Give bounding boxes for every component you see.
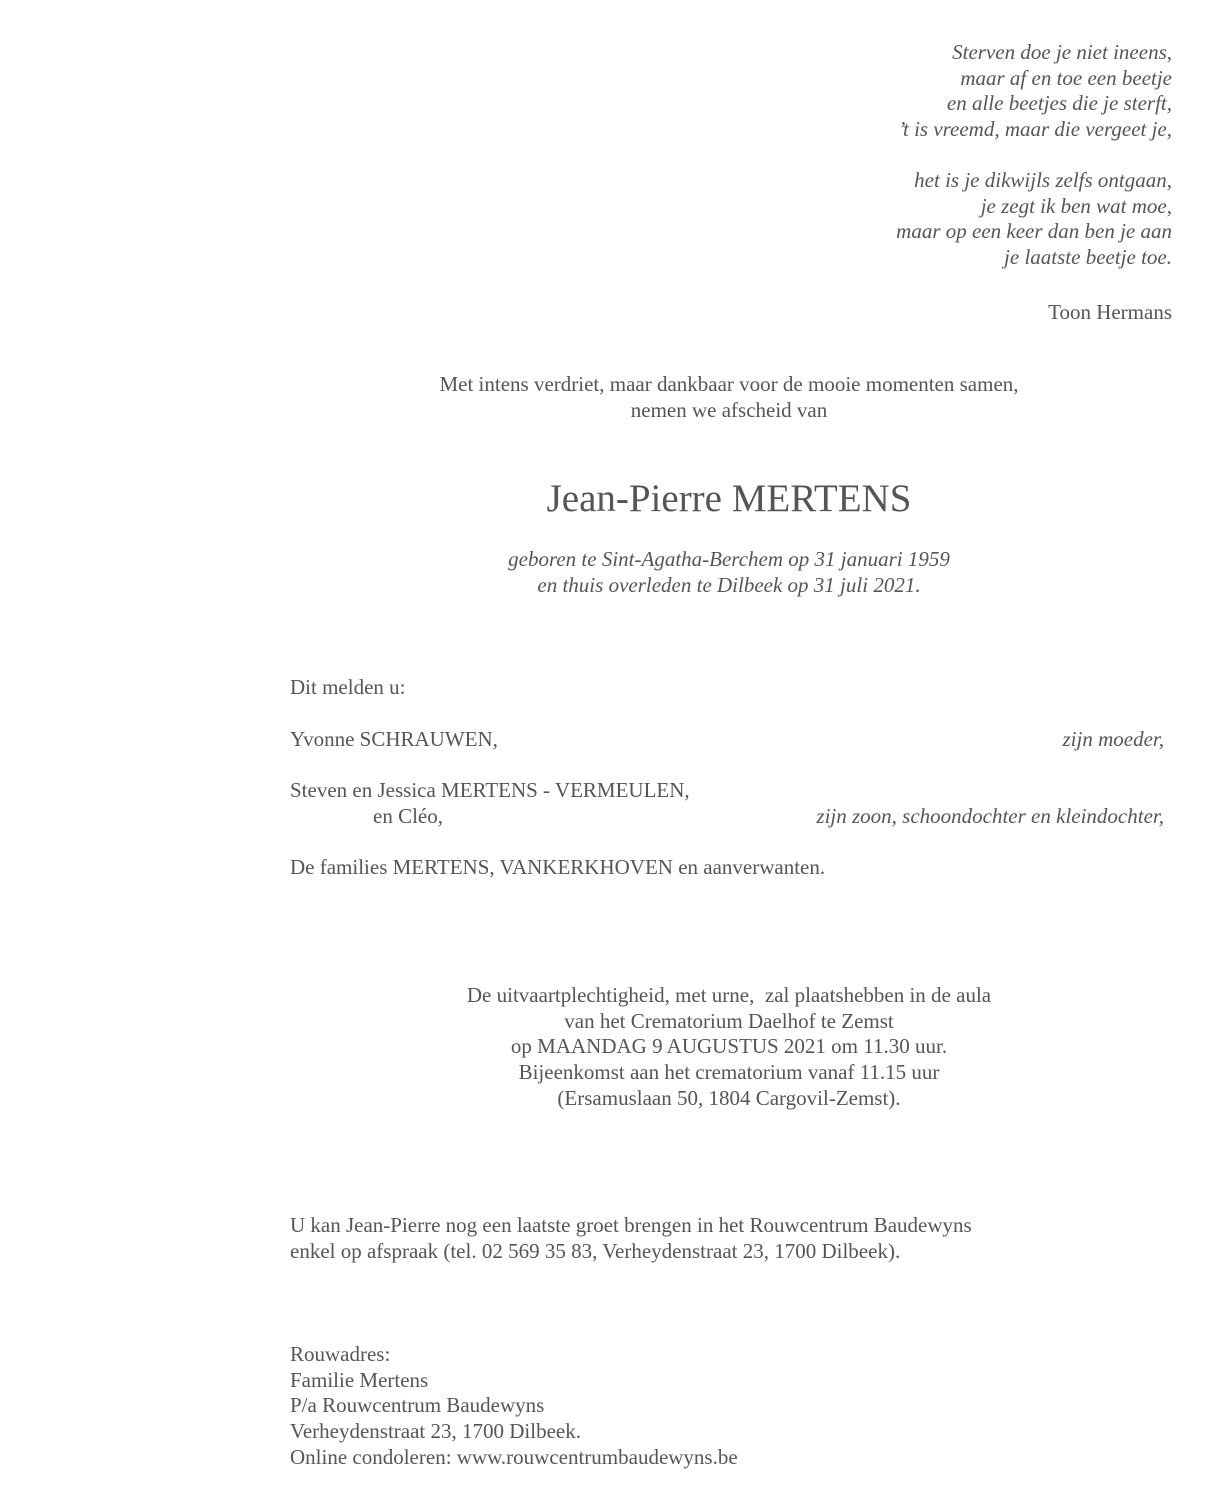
visit-info xyxy=(290,1213,972,1264)
family-member-name: Steven en Jessica MERTENS - VERMEULEN, xyxy=(290,778,690,802)
ceremony-line: De uitvaartplechtigheid, met urne, zal plaatshebben in de aula xyxy=(466,983,992,1007)
family-member-relation: zijn zoon, schoondochter en kleindochter, xyxy=(816,804,1164,828)
families-line: De families MERTENS, VANKERKHOVEN en aanverwanten. xyxy=(290,855,826,879)
poem-stanza-2 xyxy=(896,168,1172,271)
poem-stanza-1 xyxy=(896,40,1172,143)
poem-line: maar af en toe een beetje xyxy=(960,65,1172,90)
poem-line: ’t is vreemd, maar die vergeet je, xyxy=(898,117,1172,142)
poem-line: maar op een keer dan ben je aan xyxy=(896,219,1172,244)
poem-line: Sterven doe je niet ineens, xyxy=(952,40,1172,64)
deceased-name: Jean-Pierre MERTENS xyxy=(546,477,912,520)
ceremony-details xyxy=(229,983,1214,1112)
visit-line: enkel op afspraak (tel. 02 569 35 83, Verheydenstraat 23, 1700 Dilbeek). xyxy=(290,1238,901,1263)
birth-death-dates xyxy=(229,547,1214,598)
announce-text: Dit melden u: xyxy=(290,675,406,699)
address-line: Familie Mertens xyxy=(290,1367,429,1392)
ceremony-line: Bijeenkomst aan het crematorium vanaf 11.15 uur xyxy=(518,1060,940,1085)
mourning-address xyxy=(290,1342,738,1471)
family-member-sub: en Cléo, xyxy=(373,804,443,828)
intro-text xyxy=(229,372,1214,423)
condolence-link[interactable]: Online condoleren: www.rouwcentrumbaudewyns.be xyxy=(290,1444,738,1469)
intro-line: Met intens verdriet, maar dankbaar voor de mooie momenten samen, xyxy=(439,372,1019,396)
date-line: geboren te Sint-Agatha-Berchem op 31 januari 1959 xyxy=(508,547,950,571)
visit-line: U kan Jean-Pierre nog een laatste groet brengen in het Rouwcentrum Baudewyns xyxy=(290,1213,972,1237)
ceremony-line: van het Crematorium Daelhof te Zemst xyxy=(564,1008,894,1033)
family-member-name: Yvonne SCHRAUWEN, xyxy=(290,727,498,751)
ceremony-line: (Ersamuslaan 50, 1804 Cargovil-Zemst). xyxy=(557,1085,901,1110)
poem-line: je zegt ik ben wat moe, xyxy=(980,193,1172,218)
poem-author: Toon Hermans xyxy=(1048,300,1172,324)
address-line: P/a Rouwcentrum Baudewyns xyxy=(290,1393,545,1418)
poem-line: je laatste beetje toe. xyxy=(1004,244,1172,269)
address-line: Rouwadres: xyxy=(290,1342,391,1366)
family-member-relation: zijn moeder, xyxy=(1062,727,1164,751)
poem xyxy=(896,40,1172,296)
poem-line: het is je dikwijls zelfs ontgaan, xyxy=(914,167,1172,192)
poem-line: en alle beetjes die je sterft, xyxy=(946,91,1172,116)
date-line: en thuis overleden te Dilbeek op 31 juli 2021. xyxy=(537,572,921,597)
intro-line: nemen we afscheid van xyxy=(630,397,828,422)
ceremony-line: op MAANDAG 9 AUGUSTUS 2021 om 11.30 uur. xyxy=(510,1034,948,1059)
address-line: Verheydenstraat 23, 1700 Dilbeek. xyxy=(290,1419,581,1444)
